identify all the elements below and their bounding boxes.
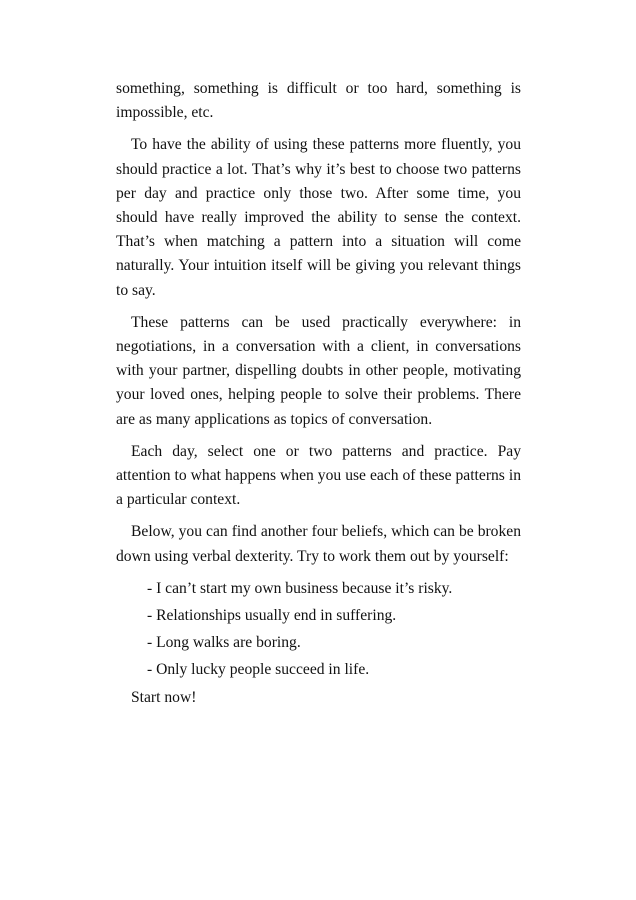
paragraph-beliefs-intro: Below, you can find another four beliefs, which can be broken down using verbal dexterity. Try to work them out by yourself:	[116, 523, 521, 565]
paragraph-practice: To have the ability of using these patterns more fluently, you should practice a lot. That’s why it’s best to choose two patterns per day and practice only those two. After some time, you should have really improved the ability to sense the context. That’s when matching a pattern into a situation will come naturally. Your intuition itself will be giving you relevant things to say.	[116, 136, 521, 299]
paragraph-continuation: something, something is difficult or too hard, something is impossible, etc.	[116, 80, 521, 122]
page-body	[116, 77, 521, 718]
paragraph-daily-practice: Each day, select one or two patterns and practice. Pay attention to what happens when you use each of these patterns in a particular context.	[116, 442, 521, 509]
beliefs-list	[116, 577, 521, 683]
list-item: - I can’t start my own business because it’s risky.	[147, 579, 453, 597]
paragraph-applications: These patterns can be used practically everywhere: in negotiations, in a conversation with a client, in conversations with your partner, dispelling doubts in other people, motivating your loved ones, helping people to solve their problems. There are as many applications as topics of conversation.	[116, 313, 521, 428]
list-item: - Only lucky people succeed in life.	[147, 661, 370, 679]
list-item: - Relationships usually end in suffering.	[147, 607, 397, 625]
closing-line: Start now!	[131, 688, 197, 706]
list-item: - Long walks are boring.	[147, 634, 301, 652]
